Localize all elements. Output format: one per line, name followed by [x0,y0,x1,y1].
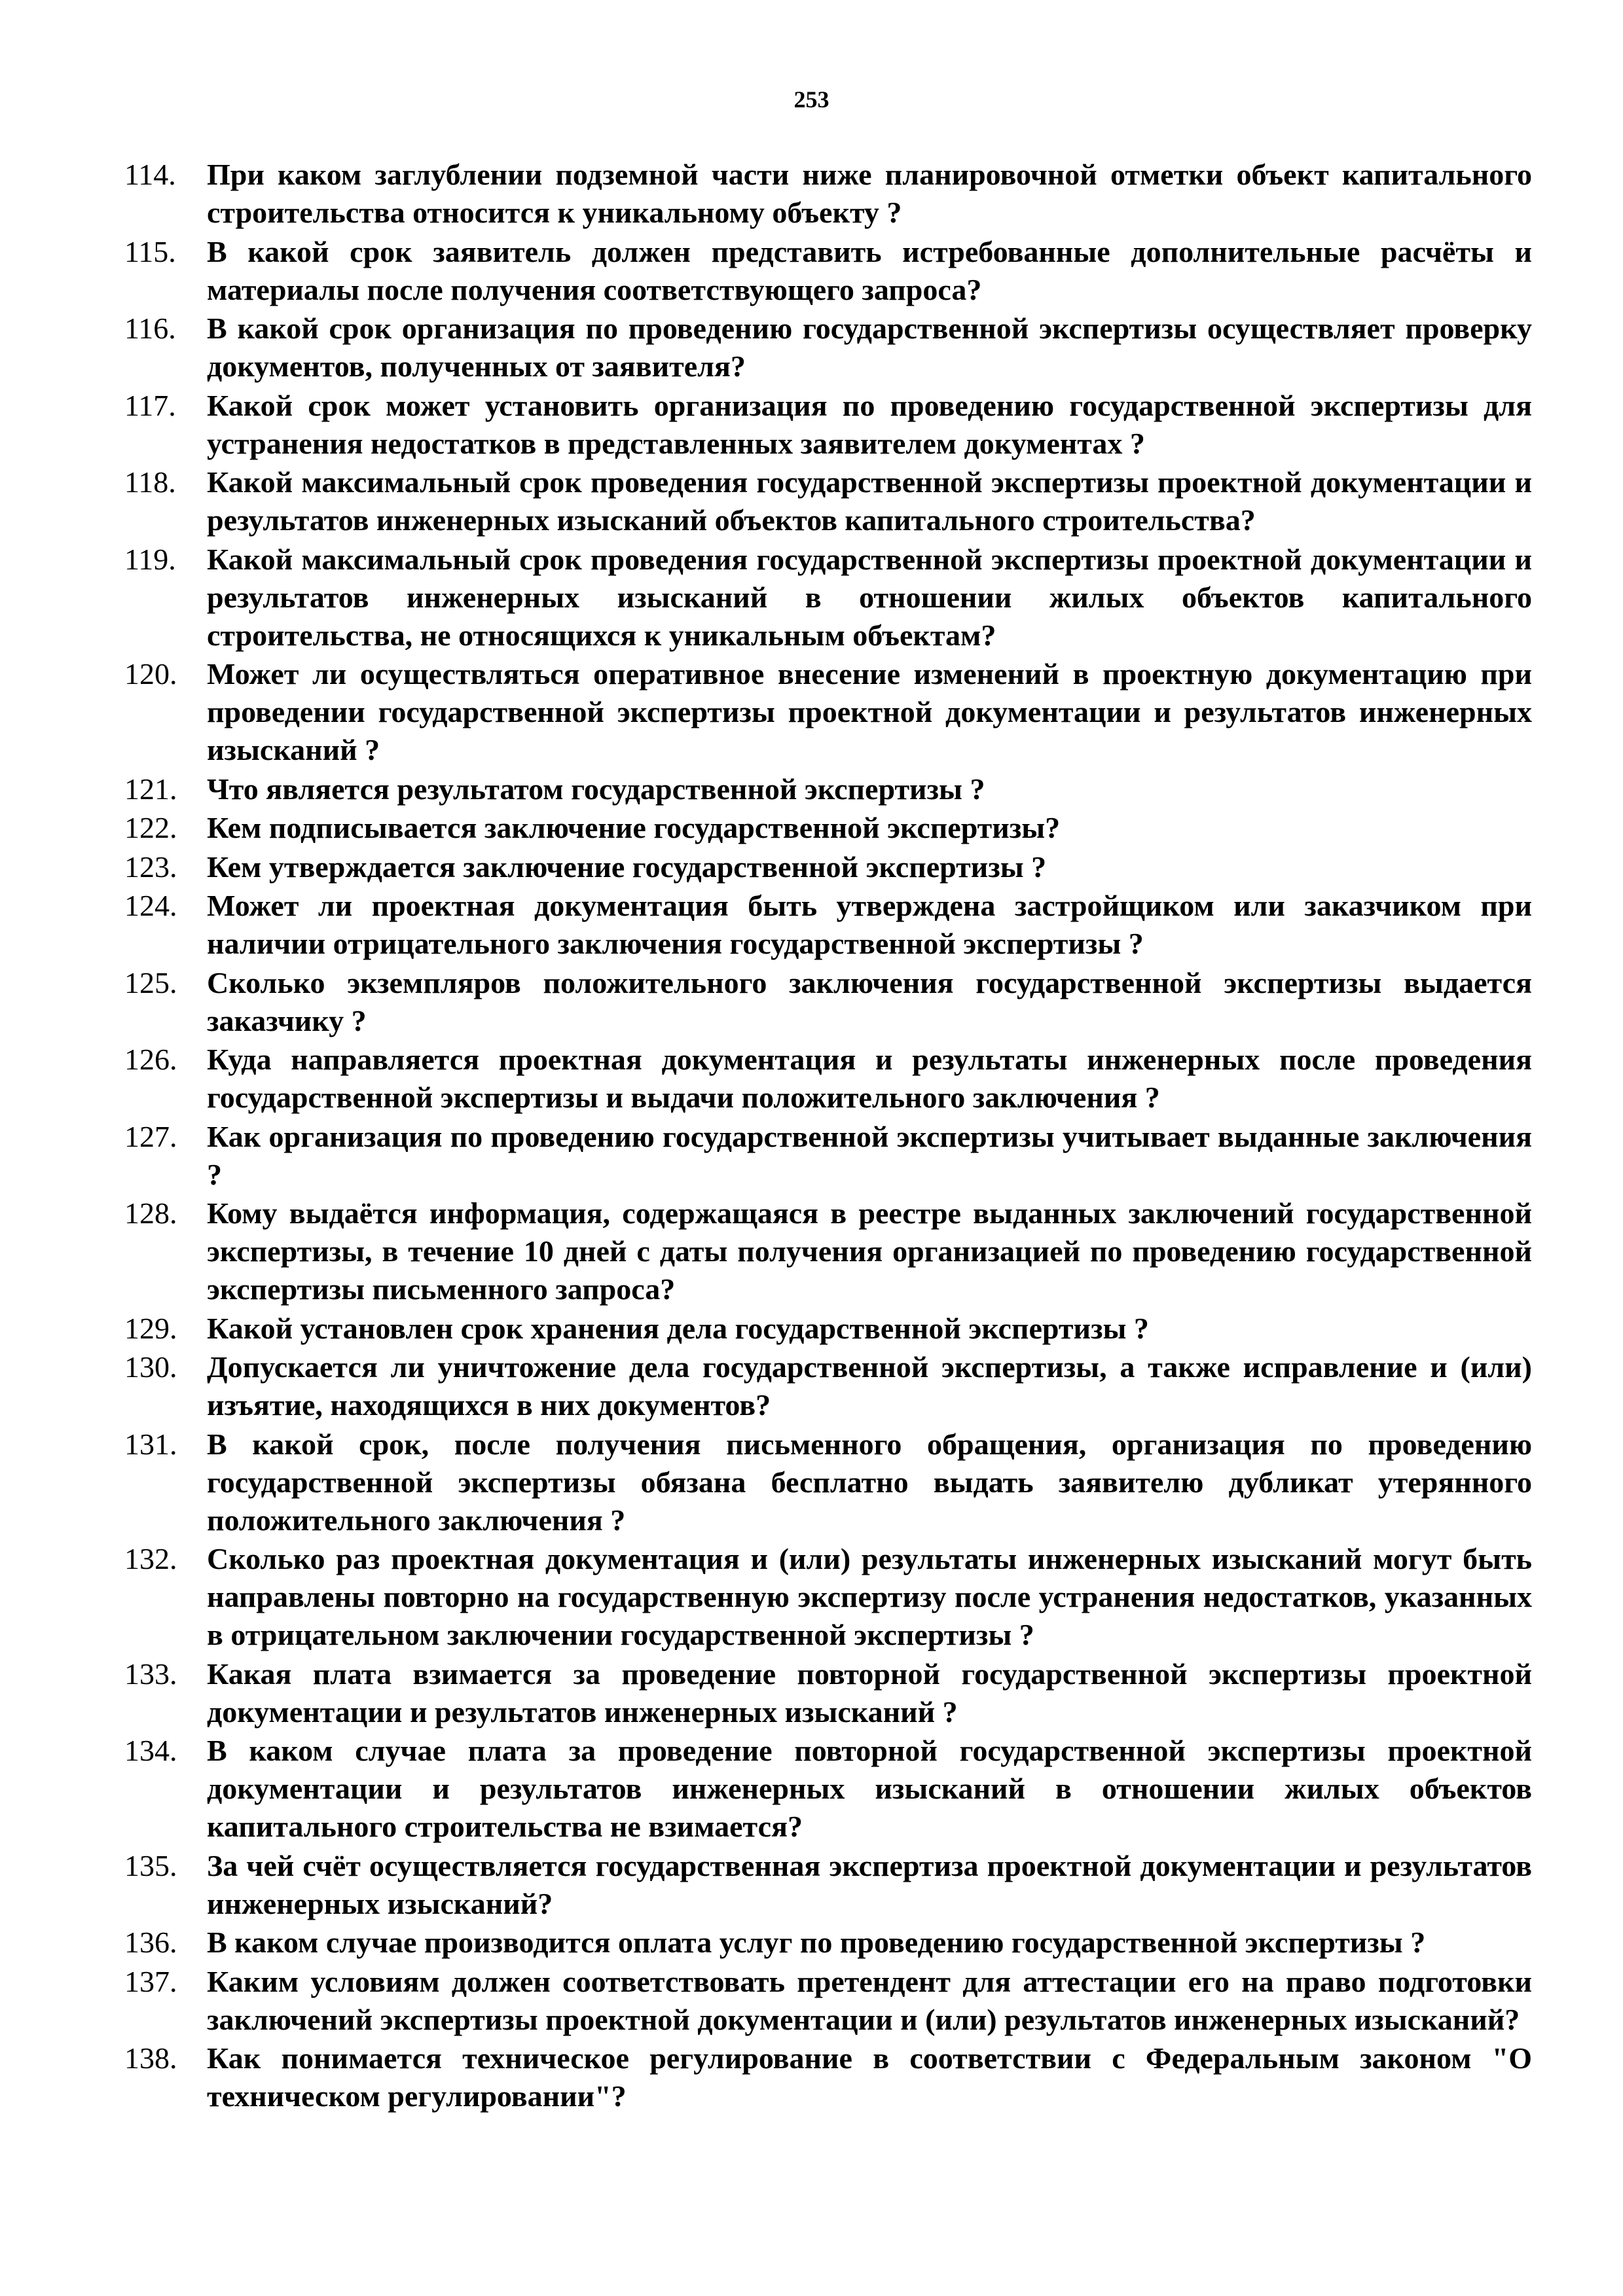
question-text: За чей счёт осуществляется государственная экспертиза проектной документации и результатов инженерных изысканий? [207,1848,1532,1920]
question-item [124,310,1532,386]
question-text: Что является результатом государственной экспертизы ? [207,772,985,806]
question-list [124,156,1532,2115]
question-item [124,233,1532,309]
question-item [124,1924,1532,1962]
question-text: Какая плата взимается за проведение повторной государственной экспертизы проектной документации и результатов инженерных изысканий ? [207,1657,1532,1729]
question-number: 136. [124,1926,177,1959]
question-text: Кем утверждается заключение государственной экспертизы ? [207,850,1047,884]
question-text: В какой срок, после получения письменного обращения, организация по проведению государственной экспертизы обязана бесплатно выдать заявителю дубликат утерянного положительного заключения ? [207,1427,1532,1537]
question-number: 122. [124,811,177,844]
question-number: 125. [124,965,177,999]
question-item [124,1426,1532,1539]
question-text: Кем подписывается заключение государственной экспертизы? [207,811,1061,844]
question-text: Какой максимальный срок проведения государственной экспертизы проектной документации и результатов инженерных изысканий в отношении жилых объектов капитального строительства, не относящихся к уникальным объектам? [207,542,1532,652]
question-item [124,655,1532,769]
question-number: 117. [124,388,176,422]
question-number: 116. [124,312,176,345]
question-item [124,848,1532,886]
question-text: Какой установлен срок хранения дела государственной экспертизы ? [207,1311,1149,1345]
question-text: Сколько экземпляров положительного заключения государственной экспертизы выдается заказчику ? [207,965,1532,1037]
question-number: 121. [124,772,177,806]
question-number: 120. [124,657,177,691]
question-item [124,1732,1532,1846]
question-item [124,1847,1532,1923]
question-number: 138. [124,2041,177,2075]
question-number: 123. [124,850,177,884]
question-number: 135. [124,1848,177,1882]
question-item [124,1041,1532,1117]
question-item [124,1118,1532,1194]
question-number: 119. [124,542,176,576]
question-text: Кому выдаётся информация, содержащаяся в реестре выданных заключений государственной экспертизы, в течение 10 дней с даты получения организацией по проведению государственной экспертизы письменного запроса? [207,1196,1532,1306]
question-text: Какой срок может установить организация по проведению государственной экспертизы для устранения недостатков в представленных заявителем документах ? [207,388,1532,460]
question-item [124,770,1532,808]
question-number: 134. [124,1734,177,1767]
question-item [124,1655,1532,1731]
question-item [124,1963,1532,2039]
question-number: 132. [124,1542,177,1575]
question-number: 126. [124,1043,177,1076]
question-text: В каком случае плата за проведение повторной государственной экспертизы проектной документации и результатов инженерных изысканий в отношении жилых объектов капитального строительства не взимается? [207,1734,1532,1843]
question-text: Куда направляется проектная документация и результаты инженерных после проведения государственной экспертизы и выдачи положительного заключения ? [207,1043,1532,1114]
question-item [124,809,1532,847]
question-text: При каком заглублении подземной части ниже планировочной отметки объект капитального строительства относится к уникальному объекту ? [207,158,1532,229]
question-item [124,2039,1532,2115]
question-text: Может ли осуществляться оперативное внесение изменений в проектную документацию при проведении государственной экспертизы проектной документации и результатов инженерных изысканий ? [207,657,1532,766]
page-number: 253 [793,86,830,113]
question-number: 133. [124,1657,177,1691]
question-number: 130. [124,1350,177,1384]
question-item [124,463,1532,539]
question-number: 127. [124,1119,177,1153]
question-item [124,1348,1532,1424]
question-item [124,387,1532,463]
question-number: 128. [124,1196,177,1230]
question-number: 137. [124,1964,177,1998]
question-number: 115. [124,234,176,268]
question-text: Как понимается техническое регулирование в соответствии с Федеральным законом "О техническом регулировании"? [207,2041,1532,2113]
question-number: 114. [124,158,176,191]
question-text: Какой максимальный срок проведения государственной экспертизы проектной документации и результатов инженерных изысканий объектов капитального строительства? [207,465,1532,537]
question-item [124,1194,1532,1308]
question-item [124,1540,1532,1654]
question-item [124,1310,1532,1348]
question-text: Сколько раз проектная документация и (или) результаты инженерных изысканий могут быть направлены повторно на государственную экспертизу после устранения недостатков, указанных в отрицательном заключении государственной экспертизы ? [207,1542,1532,1651]
question-text: Может ли проектная документация быть утверждена застройщиком или заказчиком при наличии отрицательного заключения государственной экспертизы ? [207,889,1532,960]
question-text: В какой срок заявитель должен представить истребованные дополнительные расчёты и материалы после получения соответствующего запроса? [207,234,1532,306]
question-item [124,964,1532,1040]
question-number: 118. [124,465,176,499]
question-text: В какой срок организация по проведению государственной экспертизы осуществляет проверку документов, полученных от заявителя? [207,312,1532,383]
question-number: 131. [124,1427,177,1461]
question-number: 129. [124,1311,177,1345]
question-text: Как организация по проведению государственной экспертизы учитывает выданные заключения ? [207,1119,1532,1191]
question-text: Каким условиям должен соответствовать претендент для аттестации его на право подготовки заключений экспертизы проектной документации и (или) результатов инженерных изысканий? [207,1964,1532,2036]
question-item [124,887,1532,963]
question-text: В каком случае производится оплата услуг по проведению государственной экспертизы ? [207,1926,1426,1959]
question-item [124,541,1532,655]
question-text: Допускается ли уничтожение дела государственной экспертизы, а также исправление и (или) изъятие, находящихся в них документов? [207,1350,1532,1422]
question-item [124,156,1532,232]
question-number: 124. [124,889,177,922]
